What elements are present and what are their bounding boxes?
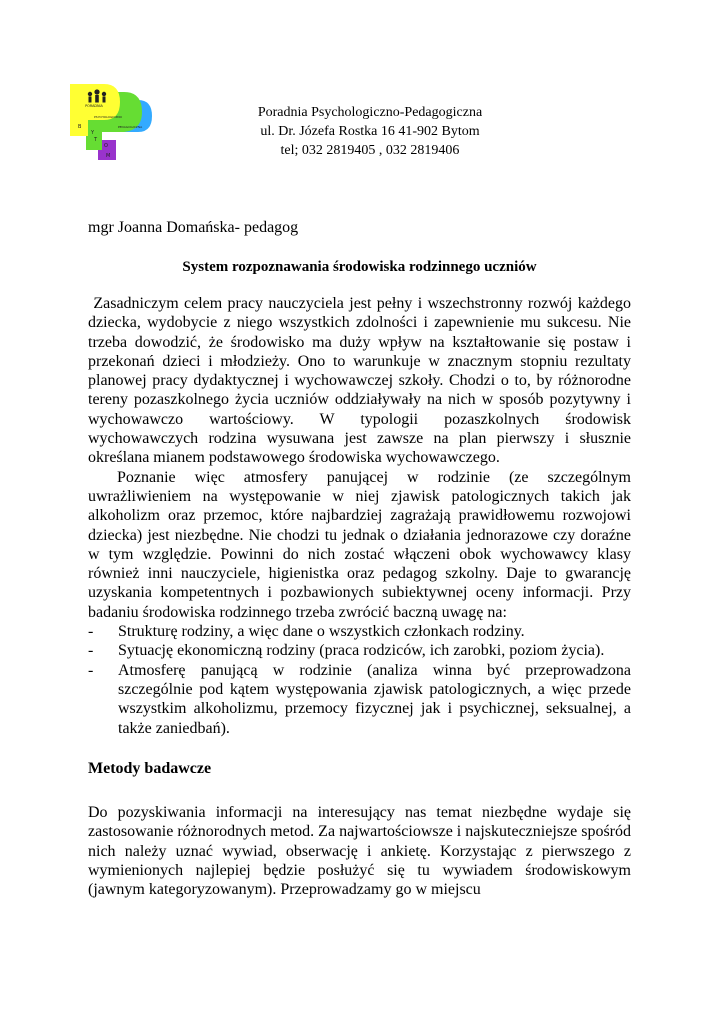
logo-letter-o: O	[104, 143, 108, 149]
logo-letter-b: B	[78, 124, 82, 130]
list-item: - Sytuację ekonomiczną rodziny (praca rodziców, ich zarobki, poziom życia).	[88, 641, 631, 660]
logo-letter-m: M	[106, 153, 111, 159]
institution-phone: tel; 032 2819405 , 032 2819406	[280, 143, 460, 158]
list-item: - Strukturę rodziny, a więc dane o wszystkich członkach rodziny.	[88, 622, 631, 641]
logo-text-right: PEDAGOGICZNA	[117, 125, 143, 129]
letterhead	[200, 103, 540, 160]
logo-letter-t: T	[94, 137, 98, 143]
section-heading: Metody badawcze	[88, 759, 212, 777]
list-item: - Atmosferę panującą w rodzinie (analiza winna być przeprowadzona szczególnie pod kątem występowania zjawisk patologicznych, a więc przede wszystkim alkoholizmu, przemocy fizycznej jak i psychicznej, seksualnej, a także zaniedbań).	[88, 661, 631, 738]
logo-text-middle: PSYCHOLOGICZNO	[94, 115, 122, 119]
paragraph-intro: Zasadniczym celem pracy nauczyciela jest pełny i wszechstronny rozwój każdego dziecka, wydobycie z niego wszystkich zdolności i zapewnienie mu sukcesu. Nie trzeba dowodzić, że środowisko ma duży wpływ na kształtowanie się postaw i przekonań dzieci i młodzieży. Ono to warunkuje w znacznym stopniu rezultaty planowej pracy dydaktycznej i wychowawczej szkoły. Chodzi o to, by różnorodne tereny pozaszkolnego życia uczniów oddziaływały na nich w sposób pozytywny i wychowawczo wartościowy. W typologii pozaszkolnych środowisk wychowawczych rodzina wysuwana jest zawsze na plan pierwszy i słusznie określana mianem podstawowego środowiska wychowawczego.	[88, 295, 635, 467]
document-title: System rozpoznawania środowiska rodzinnego uczniów	[182, 259, 537, 275]
document-body	[88, 294, 635, 900]
author-line: mgr Joanna Domańska- pedagog	[88, 219, 299, 236]
poradnia-logo	[68, 80, 152, 160]
paragraph-methods: Do pozyskiwania informacji na interesujący nas temat niezbędne wydaje się zastosowanie różnorodnych metod. Za najwartościowsze i najskuteczniejsze spośród nich należy uznać wywiad, obserwację i ankietę. Korzystając z pierwszego z wymienionych najlepiej będzie posłużyć się tu wywiadem środowiskowym (jawnym kategoryzowanym). Przeprowadzamy go w miejscu	[88, 804, 631, 899]
observation-list	[88, 622, 631, 738]
logo-letter-y: Y	[91, 130, 95, 136]
institution-name: Poradnia Psychologiczno-Pedagogiczna	[257, 105, 483, 120]
institution-address: ul. Dr. Józefa Rostka 16 41-902 Bytom	[260, 124, 480, 139]
paragraph-family-atmosphere: Poznanie więc atmosfery panującej w rodzinie (ze szczególnym uwrażliwieniem na występowanie w niej zjawisk patologicznych takich jak alkoholizm oraz przemoc, które najbardziej zagrażają prawidłowemu rozwojowi dziecka) jest niezbędne. Nie chodzi tu jednak o działania jednorazowe czy doraźne w tym względzie. Powinni do nich zostać włączeni obok wychowawcy klasy również inni nauczyciele, higienistka oraz pedagog szkolny. Daje to gwarancję uzyskania kompetentnych i pozbawionych subiektywnej oceny informacji. Przy badaniu środowiska rodzinnego trzeba zwrócić baczną uwagę na:	[88, 468, 631, 621]
logo-text-top: PORADNIA	[85, 104, 103, 108]
